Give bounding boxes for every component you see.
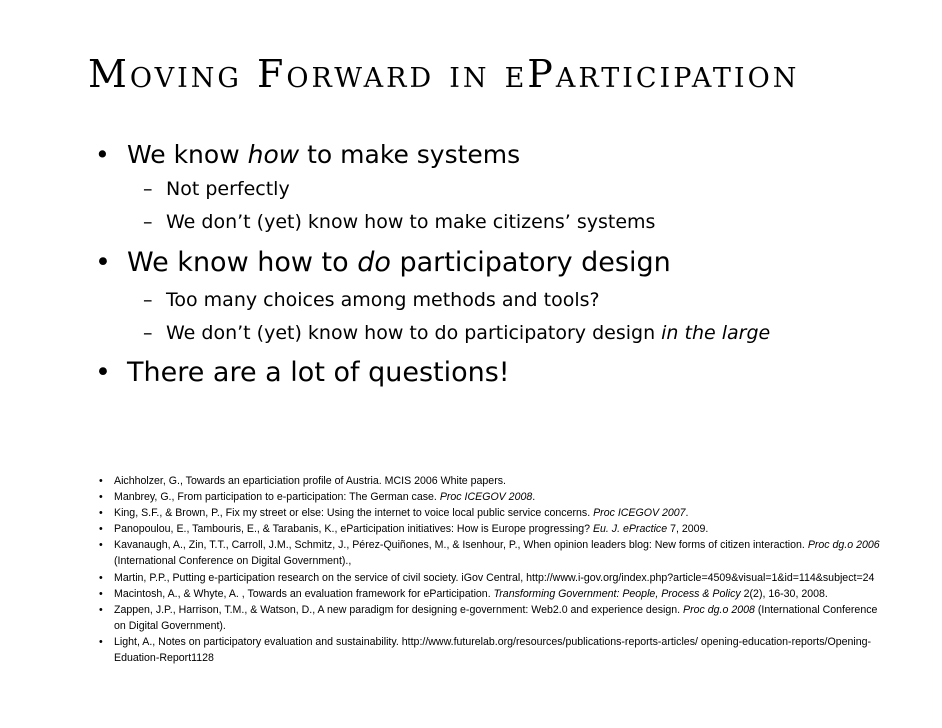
reference-item: • King, S.F., & Brown, P., Fix my street or else: Using the internet to voice local public service concerns. Proc ICEGOV 2007. — [99, 505, 889, 521]
reference-marker: • — [99, 475, 103, 487]
dash-marker: – — [143, 211, 153, 233]
dash-marker: – — [143, 322, 153, 344]
bullet-text: We know how to make systems — [127, 140, 521, 169]
reference-item: • Aichholzer, G., Towards an eparticiation profile of Austria. MCIS 2006 White papers. — [99, 473, 889, 489]
dash-marker: – — [143, 178, 153, 200]
bullet-marker: • — [95, 247, 111, 278]
bullet-marker: • — [95, 140, 110, 169]
reference-marker: • — [99, 587, 103, 600]
bullet-text: We know how to do participatory design — [127, 247, 671, 278]
reference-item: • Panopoulou, E., Tambouris, E., & Tarabanis, K., eParticipation initiatives: How is Europe progressing? Eu. J. ePractice 7, 2009. — [99, 521, 889, 537]
reference-item: • Light, A., Notes on participatory evaluation and sustainability. http://www.futurelab.org/resources/publications-reports-articles/ opening-education-reports/Opening-Eduation-Report1128 — [99, 635, 872, 665]
dash-marker: – — [143, 289, 153, 311]
reference-marker: • — [99, 635, 103, 648]
reference-marker: • — [99, 507, 103, 520]
slide-title: Moving Forward in eParticipation — [88, 52, 800, 96]
reference-item: • Zappen, J.P., Harrison, T.M., & Watson, D., A new paradigm for designing e-government: Web2.0 and experience design. Proc dg.o 2008 (International Conference on Digital Government). — [99, 603, 878, 632]
reference-marker: • — [99, 603, 103, 616]
sub-bullet-text: Too many choices among methods and tools? — [166, 289, 600, 311]
reference-item: • Martin, P.P., Putting e-participation research on the service of civil society. iGov Central, http://www.i-gov.org/index.php?article=4509&visual=1&id=114&subject=24 — [99, 570, 889, 586]
sub-bullet-text: We don’t (yet) know how to do participatory design in the large — [166, 322, 771, 344]
reference-item: • Manbrey, G., From participation to e-participation: The German case. Proc ICEGOV 2008. — [99, 489, 889, 505]
reference-marker: • — [99, 571, 103, 584]
reference-marker: • — [99, 523, 103, 536]
sub-bullet-text: We don’t (yet) know how to make citizens’ systems — [166, 211, 656, 233]
sub-bullet-text: Not perfectly — [166, 178, 290, 200]
reference-item: • Kavanaugh, A., Zin, T.T., Carroll, J.M., Schmitz, J., Pérez-Quiñones, M., & Isenhour, P., When opinion leaders blog: New forms of citizen interaction. Proc dg.o 2006 (International Conference on Digital Government)., — [99, 539, 880, 568]
bullet-marker: • — [95, 357, 111, 388]
references-list — [99, 473, 889, 666]
reference-marker: • — [99, 491, 103, 504]
bullet-text: There are a lot of questions! — [127, 357, 510, 388]
reference-marker: • — [99, 539, 103, 552]
reference-item: • Macintosh, A., & Whyte, A. , Towards an evaluation framework for eParticipation. Transforming Government: People, Process & Policy 2(2), 16-30, 2008. — [99, 586, 889, 602]
